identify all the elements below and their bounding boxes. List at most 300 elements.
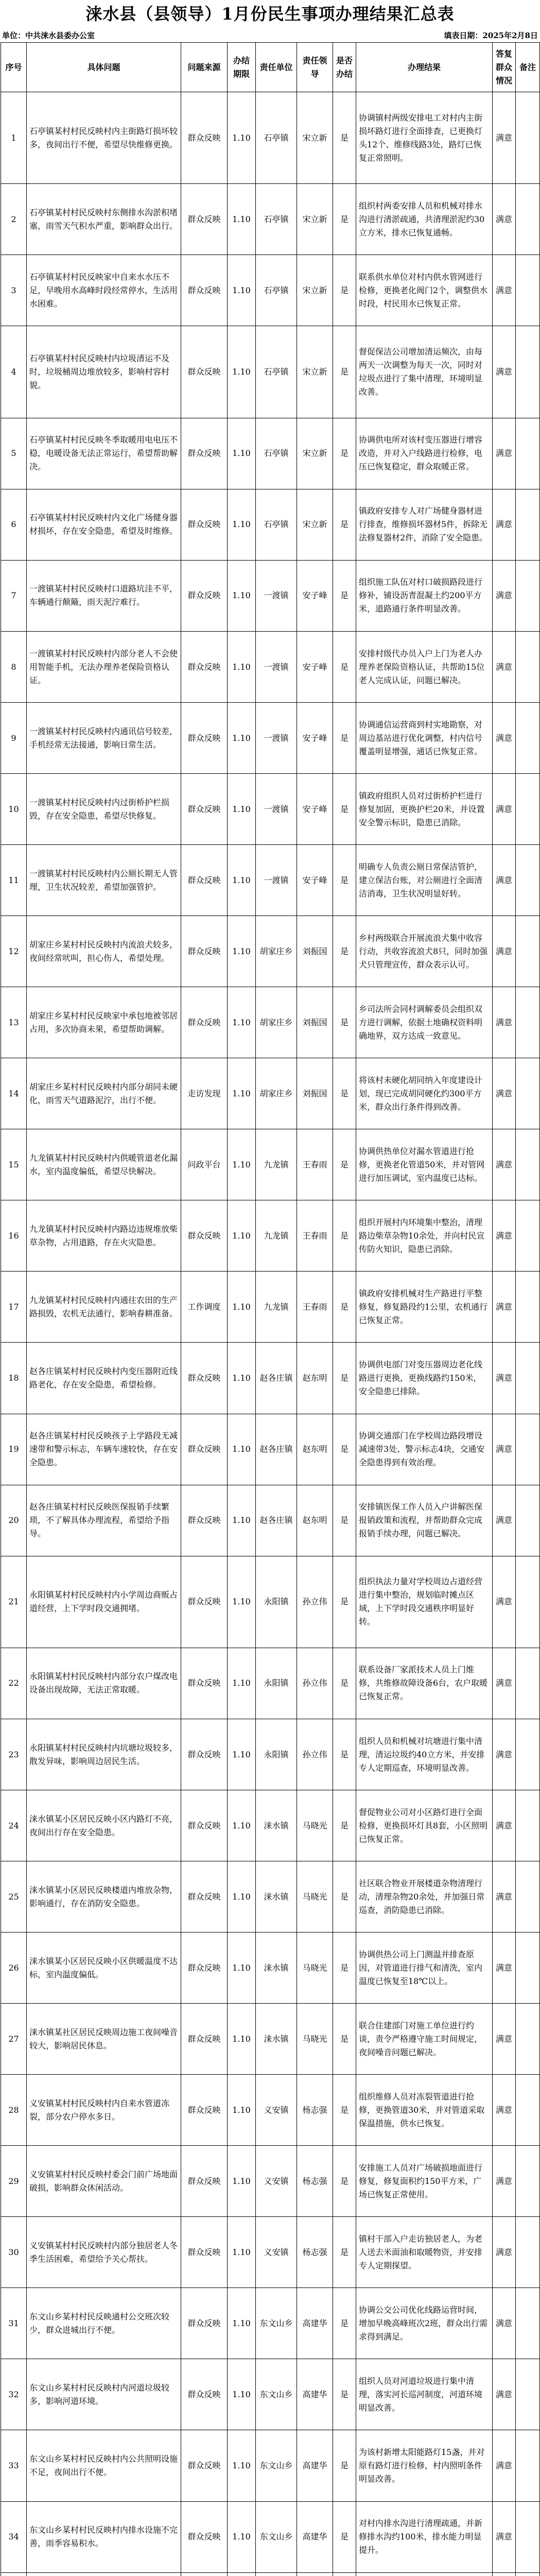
cell-serial-number: 15 [1,1129,27,1200]
cell-responsible-leader: 宋立新 [297,92,333,184]
cell-source: 群众反映 [181,255,228,326]
cell-deadline: 1.10 [228,1933,256,2004]
cell-responsible-leader: 孙立伟 [297,1648,333,1719]
cell-responsible-unit: 义安镇 [256,2146,297,2217]
cell-serial-number: 34 [1,2501,27,2572]
cell-issue: 一渡镇某村村民反映村内过街桥护栏损毁，存在安全隐患，希望尽快修复。 [27,774,181,845]
cell-serial-number: 32 [1,2359,27,2430]
table-body [1,92,540,2576]
cell-responsible-leader: 安子峰 [297,560,333,631]
cell-responsible-unit: 石亭镇 [256,255,297,326]
cell-remark [516,916,540,987]
cell-responsible-unit: 永阳镇 [256,1719,297,1790]
cell-result: 安排镇医保工作人员入户讲解医保报销政策和流程，并帮助群众完成报销手续办理，问题已解决。 [356,1485,493,1556]
cell-issue: 东文山乡某村村民反映村内排水设施不完善，雨季容易积水。 [27,2501,181,2572]
table-row [1,2075,540,2146]
info-line [0,28,540,42]
cell-deadline: 1.10 [228,1485,256,1556]
cell-responsible-leader: 宋立新 [297,418,333,489]
cell-reply-status: 满意 [493,1790,516,1861]
cell-source: 群众反映 [181,2288,228,2359]
header-issue: 具体问题 [27,43,181,92]
cell-remark [516,418,540,489]
cell-serial-number: 1 [1,92,27,184]
cell-result: 将该村未硬化胡同纳入年度建设计划，现已完成胡同硬化约300平方米，群众出行条件得到改善。 [356,1058,493,1129]
cell-deadline: 1.10 [228,703,256,774]
cell-result: 协调供电所对该村变压器进行增容改造，并对入户线路进行检修，电压已恢复稳定，群众取暖正常。 [356,418,493,489]
cell-reply-status [493,2572,516,2576]
cell-reply-status: 满意 [493,2430,516,2501]
cell-source: 走访发现 [181,1058,228,1129]
cell-issue: 石亭镇某村村民反映村内文化广场健身器材损坏，存在安全隐患，希望及时维修。 [27,489,181,560]
cell-source: 群众反映 [181,631,228,702]
table-row [1,2430,540,2501]
cell-remark [516,2430,540,2501]
cell-responsible-unit: 九龙镇 [256,1129,297,1200]
cell-responsible-unit: 一渡镇 [256,703,297,774]
cell-completed: 是 [333,1414,356,1485]
cell-responsible-leader: 赵东明 [297,1485,333,1556]
cell-responsible-leader: 杨志强 [297,2146,333,2217]
cell-result: 组织村两委安排人员和机械对排水沟进行清淤疏通，共清理淤泥约30立方米，排水已恢复通畅。 [356,184,493,255]
cell-responsible-unit: 永阳镇 [256,1648,297,1719]
cell-result: 协调供热公司上门测温并排查原因，对管道进行排气和清洗，室内温度已恢复至18℃以上。 [356,1933,493,2004]
cell-completed: 是 [333,2075,356,2146]
cell-reply-status: 满意 [493,560,516,631]
cell-responsible-unit: 一渡镇 [256,774,297,845]
cell-responsible-unit: 石亭镇 [256,92,297,184]
cell-source: 群众反映 [181,1343,228,1414]
cell-deadline: 1.10 [228,1272,256,1343]
cell-serial-number: 8 [1,631,27,702]
cell-result: 社区联合物业开展楼道杂物清理行动，清理杂物20余处，并加强日常巡查，消防隐患已消除。 [356,1861,493,1933]
cell-responsible-leader: 刘振国 [297,987,333,1058]
cell-deadline: 1.10 [228,774,256,845]
cell-responsible-leader: 宋立新 [297,489,333,560]
cell-result: 督促物业公司对小区路灯进行全面检修，更换损坏灯具8套，小区照明已恢复正常。 [356,1790,493,1861]
cell-responsible-unit: 一渡镇 [256,560,297,631]
cell-reply-status: 满意 [493,255,516,326]
table-row [1,1129,540,1200]
cell-completed: 是 [333,184,356,255]
cell-reply-status: 满意 [493,774,516,845]
cell-serial-number: 31 [1,2288,27,2359]
cell-completed: 是 [333,1129,356,1200]
cell-source: 群众反映 [181,418,228,489]
cell-result: 乡村两级联合开展流浪犬集中收容行动，共收容流浪犬8只，同时加强犬只管理宣传，群众表示认可。 [356,916,493,987]
cell-reply-status: 满意 [493,631,516,702]
cell-deadline: 1.10 [228,1343,256,1414]
cell-deadline: 1.10 [228,631,256,702]
cell-result: 镇政府安排专人对广场健身器材进行排查，维修损坏器材5件，拆除无法修复器材2件，消除了安全隐患。 [356,489,493,560]
cell-remark [516,2146,540,2217]
cell-responsible-unit: 赵各庄镇 [256,1414,297,1485]
cell-serial-number: 17 [1,1272,27,1343]
cell-serial-number: 9 [1,703,27,774]
cell-responsible-unit: 东文山乡 [256,2359,297,2430]
cell-result: 镇政府安排机械对生产路进行平整修复，修复路段约1公里，农机通行已恢复正常。 [356,1272,493,1343]
cell-remark [516,1058,540,1129]
table-header-row [1,43,540,92]
cell-completed: 是 [333,2501,356,2572]
cell-completed: 是 [333,2430,356,2501]
cell-reply-status: 满意 [493,1343,516,1414]
table-row [1,1272,540,1343]
cell-deadline: 1.10 [228,326,256,418]
cell-serial-number: 26 [1,1933,27,2004]
cell-source: 群众反映 [181,1933,228,2004]
table-row [1,255,540,326]
cell-deadline: 1.10 [228,1414,256,1485]
cell-issue: 东文山乡某村村民反映村内河道垃圾较多，影响河道环境。 [27,2359,181,2430]
cell-reply-status: 满意 [493,1861,516,1933]
cell-issue: 义安镇某村村民反映村内自来水管道冻裂，部分农户停水多日。 [27,2075,181,2146]
cell-remark [516,1200,540,1272]
cell-responsible-unit: 石亭镇 [256,184,297,255]
cell-responsible-unit: 东文山乡 [256,2288,297,2359]
cell-serial-number: 5 [1,418,27,489]
cell-source: 群众反映 [181,1485,228,1556]
cell-deadline: 1.10 [228,1790,256,1861]
cell-issue: 胡家庄乡某村村民反映家中承包地被邻居占用，多次协商未果，希望帮助调解。 [27,987,181,1058]
table-row [1,1058,540,1129]
cell-issue: 义安镇某村村民反映村内部分独居老人冬季生活困难，希望给予关心帮扶。 [27,2217,181,2288]
cell-remark [516,2075,540,2146]
cell-result: 协调通信运营商到村实地勘察，对周边基站进行优化调整，村内信号覆盖明显增强，通话已恢复正常。 [356,703,493,774]
cell-serial-number: 16 [1,1200,27,1272]
cell-source: 群众反映 [181,92,228,184]
cell-completed: 是 [333,1790,356,1861]
table-row [1,1414,540,1485]
table-row [1,2146,540,2217]
table-row [1,2004,540,2075]
cell-issue: 涞水镇某社区居民反映周边施工夜间噪音较大，影响居民休息。 [27,2004,181,2075]
header-serial-number: 序号 [1,43,27,92]
cell-reply-status: 满意 [493,2359,516,2430]
cell-serial-number: 28 [1,2075,27,2146]
cell-reply-status: 满意 [493,2288,516,2359]
cell-reply-status: 满意 [493,418,516,489]
cell-serial-number: 33 [1,2430,27,2501]
cell-reply-status: 满意 [493,2217,516,2288]
cell-source: 工作调度 [181,1272,228,1343]
cell-remark [516,774,540,845]
table-row [1,1719,540,1790]
cell-responsible-leader: 杨志强 [297,2217,333,2288]
cell-issue: 石亭镇某村村民反映村内垃圾清运不及时，垃圾桶周边堆放较多，影响村容村貌。 [27,326,181,418]
cell-deadline: 1.10 [228,1200,256,1272]
cell-issue: 涞水镇某小区居民反映小区供暖温度不达标，室内温度偏低。 [27,1933,181,2004]
cell-serial-number: 6 [1,489,27,560]
cell-issue: 胡家庄乡某村村民反映村内流浪犬较多，夜间经常吠叫，担心伤人，希望处理。 [27,916,181,987]
cell-remark [516,1272,540,1343]
table-row [1,1648,540,1719]
cell-responsible-unit: 一渡镇 [256,845,297,916]
cell-source: 群众反映 [181,703,228,774]
cell-issue: 一渡镇某村村民反映村内部分老人不会使用智能手机，无法办理养老保险资格认证。 [27,631,181,702]
cell-responsible-leader: 刘振国 [297,916,333,987]
cell-result: 组织人员和机械对坑塘进行集中清理，清运垃圾约40立方米，并安排专人定期巡查，环境明显改善。 [356,1719,493,1790]
cell-issue: 涞水镇某小区居民反映楼道内堆放杂物，影响通行，存在消防安全隐患。 [27,1861,181,1933]
cell-issue: 一渡镇某村村民反映村内公厕长期无人管理，卫生状况较差，希望加强管护。 [27,845,181,916]
cell-responsible-unit: 石亭镇 [256,418,297,489]
cell-remark [516,1648,540,1719]
cell-reply-status: 满意 [493,845,516,916]
cell-issue: 永阳镇某村村民反映村内坑塘垃圾较多，散发异味，影响周边居民生活。 [27,1719,181,1790]
cell-serial-number: 7 [1,560,27,631]
cell-source: 群众反映 [181,2430,228,2501]
cell-remark [516,1129,540,1200]
header-remark: 备注 [516,43,540,92]
cell-responsible-leader: 高建华 [297,2430,333,2501]
cell-responsible-leader: 安子峰 [297,703,333,774]
table-row [1,326,540,418]
cell-responsible-leader: 高建华 [297,2359,333,2430]
cell-remark [516,2217,540,2288]
table-row [1,2288,540,2359]
cell-source: 群众反映 [181,2359,228,2430]
table-row [1,560,540,631]
cell-remark [516,1485,540,1556]
cell-responsible-leader [297,2572,333,2576]
cell-serial-number: 25 [1,1861,27,1933]
cell-source: 群众反映 [181,916,228,987]
cell-reply-status: 满意 [493,1129,516,1200]
cell-deadline: 1.10 [228,2430,256,2501]
cell-responsible-leader: 赵东明 [297,1343,333,1414]
cell-remark [516,489,540,560]
cell-deadline: 1.10 [228,987,256,1058]
cell-completed: 是 [333,1485,356,1556]
header-completed: 是否办结 [333,43,356,92]
cell-result: 组织开展村内环境集中整治，清理路边柴草杂物10余处，并向村民宣传防火知识，隐患已消除。 [356,1200,493,1272]
cell-completed: 是 [333,2359,356,2430]
cell-result: 协调镇村两级安排电工对村内主街损坏路灯进行全面排查，已更换灯头12个、维修线路3处，路灯已恢复正常照明。 [356,92,493,184]
cell-issue: 赵各庄镇某村村民反映村内变压器附近线路老化，存在安全隐患，希望检修。 [27,1343,181,1414]
cell-source: 群众反映 [181,560,228,631]
cell-deadline: 1.10 [228,2217,256,2288]
cell-result: 协调公交公司优化线路运营时间，增加早晚高峰班次2班，群众出行需求得到满足。 [356,2288,493,2359]
cell-responsible-leader: 安子峰 [297,631,333,702]
cell-completed: 是 [333,1343,356,1414]
table-row [1,703,540,774]
table-row [1,2572,540,2576]
cell-completed: 是 [333,1556,356,1648]
cell-completed: 是 [333,2146,356,2217]
cell-completed: 是 [333,92,356,184]
cell-reply-status: 满意 [493,326,516,418]
cell-serial-number: 27 [1,2004,27,2075]
table-row [1,92,540,184]
cell-reply-status: 满意 [493,1556,516,1648]
cell-source: 群众反映 [181,1414,228,1485]
cell-completed: 是 [333,774,356,845]
cell-result [356,2572,493,2576]
cell-issue: 东文山乡某村村民反映村内公共照明设施不足，夜间出行不便。 [27,2430,181,2501]
cell-responsible-unit: 一渡镇 [256,631,297,702]
cell-result: 乡司法所会同村调解委员会组织双方进行调解，依据土地确权资料明确地界，双方达成一致意见。 [356,987,493,1058]
cell-responsible-unit: 东文山乡 [256,2501,297,2572]
fill-date: 填表日期：2025年2月8日 [444,30,538,40]
cell-source: 群众反映 [181,1719,228,1790]
cell-remark [516,92,540,184]
cell-deadline [228,2572,256,2576]
cell-deadline: 1.10 [228,2075,256,2146]
cell-result: 组织施工队伍对村口破损路段进行修补，铺设沥青混凝土约200平方米，道路通行条件明显改善。 [356,560,493,631]
cell-responsible-leader: 王春雨 [297,1200,333,1272]
cell-remark [516,2501,540,2572]
cell-deadline: 1.10 [228,2146,256,2217]
cell-completed: 是 [333,489,356,560]
cell-deadline: 1.10 [228,489,256,560]
cell-issue: 赵各庄镇某村村民反映孩子上学路段无减速带和警示标志，车辆车速较快，存在安全隐患。 [27,1414,181,1485]
table-row [1,1485,540,1556]
cell-source: 群众反映 [181,2146,228,2217]
table-row [1,2217,540,2288]
cell-remark [516,1719,540,1790]
cell-remark [516,184,540,255]
cell-deadline: 1.10 [228,184,256,255]
cell-source: 群众反映 [181,2004,228,2075]
cell-deadline: 1.10 [228,418,256,489]
cell-issue: 赵各庄镇某村村民反映医保报销手续繁琐，不了解具体办理流程，希望给予指导。 [27,1485,181,1556]
cell-responsible-unit: 涞水镇 [256,2004,297,2075]
cell-responsible-unit: 涞水镇 [256,1790,297,1861]
cell-result: 联系设备厂家派技术人员上门维修，共维修故障设备6台，农户取暖已恢复正常。 [356,1648,493,1719]
cell-source: 群众反映 [181,845,228,916]
cell-issue: 石亭镇某村村民反映村东侧排水沟淤积堵塞，雨雪天气积水严重，影响群众出行。 [27,184,181,255]
cell-result: 协调供电部门对变压器周边老化线路进行更换，更换线路约150米，安全隐患已排除。 [356,1343,493,1414]
cell-reply-status: 满意 [493,92,516,184]
cell-responsible-leader: 马晓光 [297,2004,333,2075]
cell-result: 安排施工人员对广场破损地面进行修复，修复面积约150平方米，广场已恢复正常使用。 [356,2146,493,2217]
cell-remark [516,1861,540,1933]
cell-reply-status: 满意 [493,489,516,560]
table-row [1,1343,540,1414]
header-result: 办理结果 [356,43,493,92]
cell-source: 群众反映 [181,489,228,560]
cell-reply-status: 满意 [493,1648,516,1719]
cell-serial-number [1,2572,27,2576]
cell-responsible-leader: 宋立新 [297,326,333,418]
cell-result: 协调交通部门在学校周边路段增设减速带3处、警示标志4块，交通安全隐患得到有效治理。 [356,1414,493,1485]
cell-responsible-leader: 马晓光 [297,1790,333,1861]
cell-issue: 永阳镇某村村民反映村内部分农户煤改电设备出现故障，无法正常取暖。 [27,1648,181,1719]
cell-responsible-unit: 九龙镇 [256,1200,297,1272]
cell-serial-number: 10 [1,774,27,845]
cell-serial-number: 24 [1,1790,27,1861]
cell-result: 联合住建部门对施工单位进行约谈，责令严格遵守施工时间规定，夜间噪音问题已解决。 [356,2004,493,2075]
cell-completed: 是 [333,2217,356,2288]
cell-responsible-unit: 九龙镇 [256,1272,297,1343]
cell-completed: 是 [333,1648,356,1719]
cell-responsible-unit: 石亭镇 [256,326,297,418]
cell-serial-number: 18 [1,1343,27,1414]
cell-issue: 涞水镇某小区居民反映小区内路灯不亮，夜间出行存在安全隐患。 [27,1790,181,1861]
cell-responsible-leader: 高建华 [297,2501,333,2572]
cell-deadline: 1.10 [228,2004,256,2075]
cell-responsible-leader: 孙立伟 [297,1556,333,1648]
cell-completed: 是 [333,326,356,418]
cell-result: 组织人员对河道垃圾进行集中清理，落实河长巡河制度，河道环境明显改善。 [356,2359,493,2430]
cell-result: 安排村级代办员入户上门为老人办理养老保险资格认证，共帮助15位老人完成认证，问题已解决。 [356,631,493,702]
cell-result: 镇政府组织人员对过街桥护栏进行修复加固，更换护栏20米，并设置安全警示标识，隐患已消除。 [356,774,493,845]
cell-issue [27,2572,181,2576]
cell-source: 群众反映 [181,1200,228,1272]
cell-completed: 是 [333,1058,356,1129]
cell-completed: 是 [333,1933,356,2004]
cell-remark [516,1343,540,1414]
cell-completed: 是 [333,2288,356,2359]
cell-source: 群众反映 [181,774,228,845]
cell-serial-number: 4 [1,326,27,418]
cell-remark [516,2359,540,2430]
cell-deadline: 1.10 [228,1556,256,1648]
cell-serial-number: 20 [1,1485,27,1556]
cell-remark [516,2288,540,2359]
cell-reply-status: 满意 [493,184,516,255]
cell-source: 群众反映 [181,1861,228,1933]
table-row [1,631,540,702]
cell-reply-status: 满意 [493,2075,516,2146]
cell-completed: 是 [333,1200,356,1272]
cell-issue: 胡家庄乡某村村民反映村内部分胡同未硬化，雨雪天气道路泥泞，出行不便。 [27,1058,181,1129]
cell-issue: 九龙镇某村村民反映村内供暖管道老化漏水，室内温度偏低，希望尽快解决。 [27,1129,181,1200]
cell-responsible-leader: 王春雨 [297,1129,333,1200]
cell-responsible-leader: 刘振国 [297,1058,333,1129]
cell-remark [516,2572,540,2576]
cell-issue: 石亭镇某村村民反映村内主街路灯损坏较多，夜间出行不便，希望尽快维修更换。 [27,92,181,184]
table-row [1,1200,540,1272]
cell-result: 为该村新增太阳能路灯15盏，并对原有路灯进行检修，村内照明条件明显改善。 [356,2430,493,2501]
table-row [1,1861,540,1933]
cell-remark [516,1933,540,2004]
cell-responsible-leader: 高建华 [297,2288,333,2359]
cell-serial-number: 23 [1,1719,27,1790]
cell-reply-status: 满意 [493,2501,516,2572]
cell-source: 群众反映 [181,326,228,418]
cell-remark [516,1790,540,1861]
cell-reply-status: 满意 [493,916,516,987]
table-row [1,845,540,916]
cell-responsible-leader: 杨志强 [297,2075,333,2146]
cell-reply-status: 满意 [493,1414,516,1485]
cell-result: 督促保洁公司增加清运频次，由每两天一次调整为每天一次，同时对垃圾点进行了集中清理，环境明显改善。 [356,326,493,418]
cell-source [181,2572,228,2576]
header-deadline: 办结期限 [228,43,256,92]
cell-serial-number: 14 [1,1058,27,1129]
cell-remark [516,631,540,702]
table-row [1,987,540,1058]
cell-source: 问政平台 [181,1129,228,1200]
table-row [1,1790,540,1861]
cell-deadline: 1.10 [228,2359,256,2430]
cell-responsible-leader: 宋立新 [297,184,333,255]
table-row [1,2359,540,2430]
table-row [1,418,540,489]
cell-issue: 东文山乡某村村民反映通村公交班次较少，群众进城出行不便。 [27,2288,181,2359]
cell-issue: 石亭镇某村村民反映家中自来水水压不足，早晚用水高峰时段经常停水，生活用水困难。 [27,255,181,326]
cell-reply-status: 满意 [493,2146,516,2217]
cell-remark [516,2004,540,2075]
cell-responsible-leader: 马晓光 [297,1933,333,2004]
cell-source: 群众反映 [181,987,228,1058]
cell-remark [516,987,540,1058]
cell-responsible-unit: 胡家庄乡 [256,987,297,1058]
cell-completed: 是 [333,255,356,326]
cell-completed: 是 [333,703,356,774]
cell-serial-number: 22 [1,1648,27,1719]
